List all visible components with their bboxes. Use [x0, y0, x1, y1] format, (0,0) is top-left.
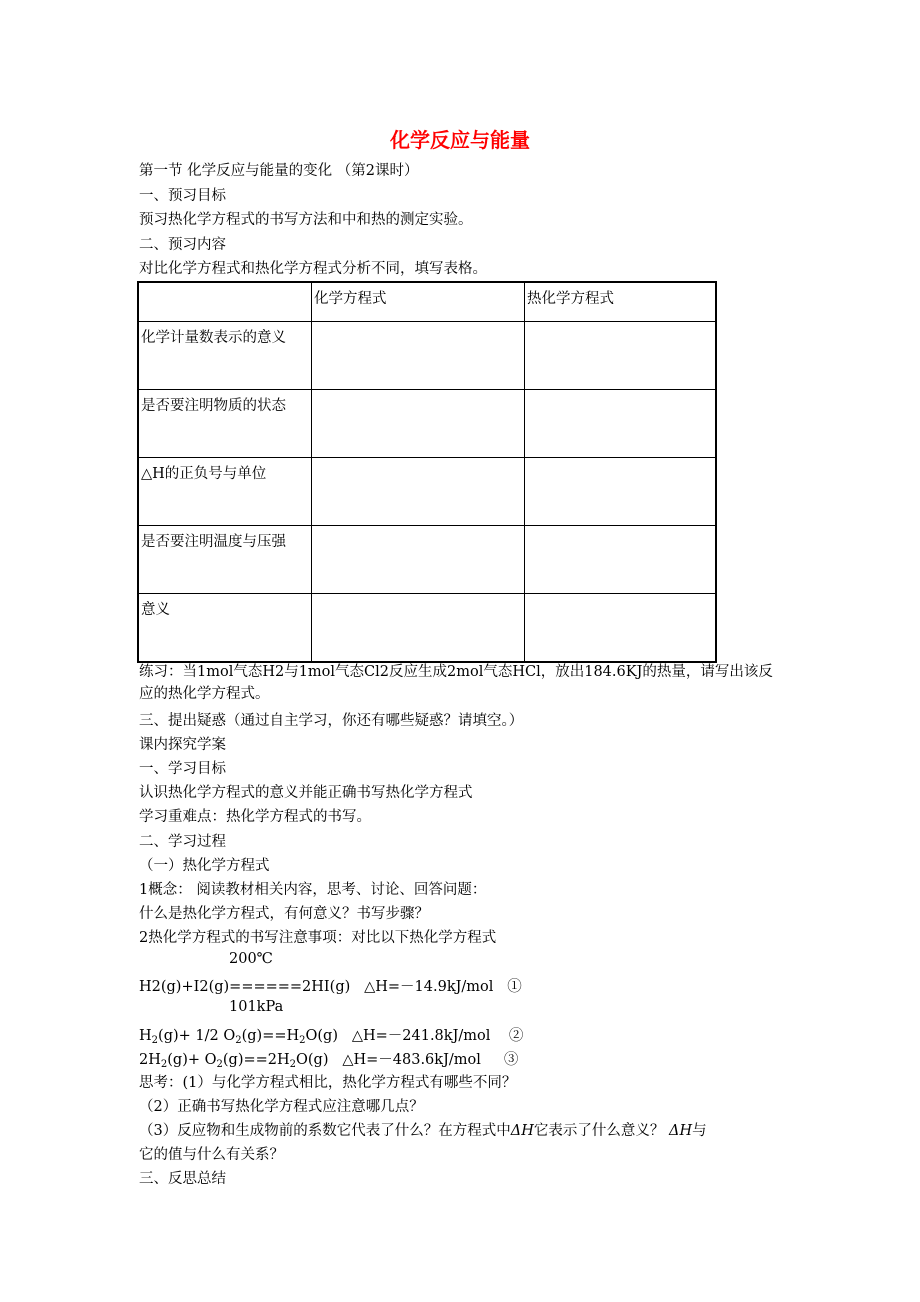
section-heading: 第一节 化学反应与能量的变化 （第2课时） — [139, 163, 419, 179]
think-question-3: （3）反应物和生成物前的系数它代表了什么？在方程式中ΔH它表示了什么意义？ ΔH与 — [139, 1123, 707, 1139]
table-row — [138, 322, 716, 390]
blank-cell[interactable] — [312, 526, 525, 594]
blank-cell[interactable] — [525, 458, 717, 526]
heading-questions: 三、提出疑惑（通过自主学习，你还有哪些疑惑？请填空。） — [139, 713, 524, 729]
think-question-3-cont: 它的值与什么有关系？ — [139, 1147, 284, 1163]
subheading-thermo-equation: （一）热化学方程式 — [139, 858, 270, 874]
heading-study-goal: 一、学习目标 — [139, 761, 226, 777]
condition-pressure: 101kPa — [229, 999, 284, 1015]
blank-cell[interactable] — [312, 458, 525, 526]
blank-cell[interactable] — [525, 526, 717, 594]
table-instruction: 对比化学方程式和热化学方程式分析不同，填写表格。 — [139, 261, 487, 277]
key-point-text: 学习重难点：热化学方程式的书写。 — [139, 809, 371, 825]
blank-cell[interactable] — [312, 390, 525, 458]
study-goal-text: 认识热化学方程式的意义并能正确书写热化学方程式 — [139, 785, 473, 801]
blank-cell[interactable] — [525, 322, 717, 390]
heading-class-study: 课内探究学案 — [139, 737, 226, 753]
table-header-cell: 热化学方程式 — [525, 282, 717, 322]
blank-cell[interactable] — [312, 322, 525, 390]
blank-cell[interactable] — [525, 594, 717, 663]
blank-cell[interactable] — [312, 594, 525, 663]
think-question-1: 思考：(1）与化学方程式相比，热化学方程式有哪些不同？ — [139, 1075, 517, 1091]
blank-cell[interactable] — [525, 390, 717, 458]
row-label: 是否要注明物质的状态 — [138, 390, 312, 458]
document-title: 化学反应与能量 — [390, 128, 530, 152]
concept-line: 1概念： 阅读教材相关内容，思考、讨论、回答问题： — [139, 882, 487, 898]
row-label: 意义 — [138, 594, 312, 663]
concept-question: 什么是热化学方程式，有何意义？书写步骤？ — [139, 906, 429, 922]
practice-question: 练习：当1mol气态H2与1mol气态Cl2反应生成2mol气态HCl，放出184.6KJ的热量，请写出该反应的热化学方程式。 — [139, 664, 773, 702]
comparison-table — [137, 281, 717, 663]
equation-2: $H_2(g)+ 1/2$ $O_2(g)==H_2O(g)$ △H=－241.8kJ/mol ② — [139, 1028, 524, 1046]
table-header-cell — [138, 282, 312, 322]
table-row — [138, 458, 716, 526]
row-label: 化学计量数表示的意义 — [138, 322, 312, 390]
condition-temperature: 200℃ — [229, 951, 273, 967]
equation-1: H2(g)+I2(g)======2HI(g) △H=－14.9kJ/mol ① — [139, 979, 522, 995]
row-label: △H的正负号与单位 — [138, 458, 312, 526]
table-header-cell: 化学方程式 — [312, 282, 525, 322]
table-row — [138, 390, 716, 458]
table-row — [138, 594, 716, 663]
equation-3: $2H_2(g)+ O_2(g)==2H_2O(g)$ △H=－483.6kJ/mol ③ — [139, 1052, 519, 1070]
preview-goal-text: 预习热化学方程式的书写方法和中和热的测定实验。 — [139, 212, 473, 228]
heading-preview-goal: 一、预习目标 — [139, 188, 226, 204]
table-row — [138, 526, 716, 594]
heading-preview-content: 二、预习内容 — [139, 237, 226, 253]
table-header-row — [138, 282, 716, 322]
heading-study-process: 二、学习过程 — [139, 834, 226, 850]
think-question-2: （2）正确书写热化学方程式应注意哪几点？ — [139, 1099, 424, 1115]
row-label: 是否要注明温度与压强 — [138, 526, 312, 594]
heading-reflection: 三、反思总结 — [139, 1171, 226, 1187]
writing-notes-line: 2热化学方程式的书写注意事项：对比以下热化学方程式 — [139, 930, 497, 946]
